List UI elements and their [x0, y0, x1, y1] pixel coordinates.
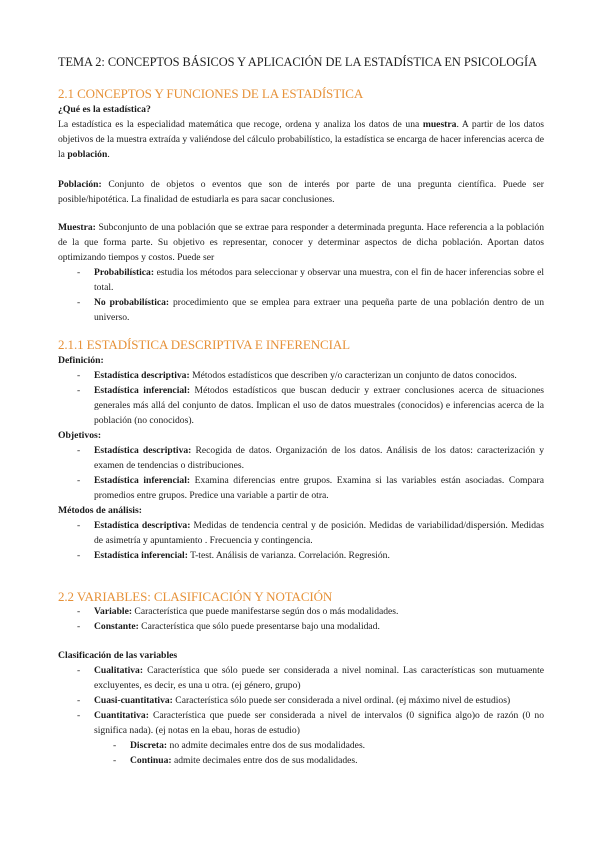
section-2-1-intro	[58, 102, 544, 162]
clasificacion-subheading: Clasificación de las variables	[58, 650, 178, 661]
list-item: - Estadística inferencial: Métodos estadísticos que buscan deducir y extraer conclusiones acerca de situaciones generales más allá del conjunto de datos. Implican el uso de datos muestrales (conocidos) e inferencias acerca de la población (no conocidos).	[58, 383, 544, 428]
statistics-definition: La estadística es la especialidad matemática que recoge, ordena y analiza los datos de una muestra. A partir de los datos objetivos de la muestra extraída y valiéndose del cálculo probabilístico, la estadística se encarga de hacer inferencias acerca de la población.	[58, 119, 544, 160]
list-item: - Cuantitativa: Característica que puede ser considerada a nivel de intervalos (0 significa algo)o de razón (0 no significa nada). (ej notas en la ebau, horas de estudio)	[58, 708, 544, 738]
variables-classification	[58, 648, 544, 768]
classification-list	[58, 663, 544, 738]
metodos-list	[58, 518, 544, 563]
list-item: - Discreta: no admite decimales entre dos de sus modalidades.	[58, 738, 544, 753]
list-item: - Variable: Característica que puede manifestarse según dos o más modalidades.	[58, 604, 544, 619]
list-item: - Probabilística: estudia los métodos para seleccionar y observar una muestra, con el fin de hacer inferencias sobre el total.	[58, 265, 544, 295]
definicion-subheading: Definición:	[58, 355, 104, 366]
list-item: - No probabilística: procedimiento que se emplea para extraer una pequeña parte de una población dentro de un universo.	[58, 295, 544, 325]
definicion-list	[58, 368, 544, 428]
heading-2-1: 2.1 CONCEPTOS Y FUNCIONES DE LA ESTADÍSTICA	[58, 86, 364, 101]
question-heading: ¿Qué es la estadística?	[58, 104, 151, 115]
poblacion-definition: Población: Conjunto de objetos o eventos que son de interés por parte de una pregunta científica. Puede ser posible/hipotética. La finalidad de estudiarla es para sacar conclusiones.	[58, 179, 544, 205]
list-item: - Estadística inferencial: Examina diferencias entre grupos. Examina si las variables están asociadas. Compara promedios entre grupos. Predice una variable a partir de otra.	[58, 473, 544, 503]
list-item: - Constante: Característica que sólo puede presentarse bajo una modalidad.	[58, 619, 544, 634]
list-item: - Cualitativa: Característica que sólo puede ser considerada a nivel nominal. Las características son mutuamente excluyentes, es decir, es una u otra. (ej género, grupo)	[58, 663, 544, 693]
list-item: - Estadística descriptiva: Medidas de tendencia central y de posición. Medidas de variabilidad/dispersión. Medidas de asimetría y apuntamiento . Frecuencia y contingencia.	[58, 518, 544, 548]
objetivos-subheading: Objetivos:	[58, 430, 102, 441]
heading-2-2: 2.2 VARIABLES: CLASIFICACIÓN Y NOTACIÓN	[58, 589, 333, 604]
variable-constant-list	[58, 604, 544, 634]
list-item: - Estadística descriptiva: Recogida de datos. Organización de los datos. Análisis de los datos: caracterización y examen de tendencias o distribuciones.	[58, 443, 544, 473]
metodos-subheading: Métodos de análisis:	[58, 505, 142, 516]
section-2-1-1-body	[58, 353, 544, 563]
list-item: - Continua: admite decimales entre dos de sus modalidades.	[58, 753, 544, 768]
muestra-definition: Muestra: Subconjunto de una población que se extrae para responder a determinada pregunta. Hace referencia a la población de la que forma parte. Su objetivo es representar, conocer y determinar aspectos de dicha población. Aportan datos optimizando tiempos y costos. Puede ser - Probabilística: estudia los métodos para seleccionar y observar una muestra, con el fin de hacer inferencias sobre el total. - No probabilística: procedimiento que se emplea para extraer una pequeña parte de una población dentro de un universo.	[58, 220, 544, 325]
list-item: - Cuasi-cuantitativa: Característica sólo puede ser considerada a nivel ordinal. (ej máximo nivel de estudios)	[58, 693, 544, 708]
heading-2-1-1: 2.1.1 ESTADÍSTICA DESCRIPTIVA E INFERENCIAL	[58, 337, 350, 352]
sample-types-list	[58, 265, 544, 325]
variables-definitions	[58, 604, 544, 634]
objetivos-list	[58, 443, 544, 503]
document-title: TEMA 2: CONCEPTOS BÁSICOS Y APLICACIÓN DE LA ESTADÍSTICA EN PSICOLOGÍA	[58, 55, 538, 69]
list-item: - Estadística inferencial: T-test. Análisis de varianza. Correlación. Regresión.	[58, 548, 544, 563]
quantitative-subtypes-list	[58, 738, 544, 768]
list-item: - Estadística descriptiva: Métodos estadísticos que describen y/o caracterizan un conjunto de datos conocidos.	[58, 368, 544, 383]
